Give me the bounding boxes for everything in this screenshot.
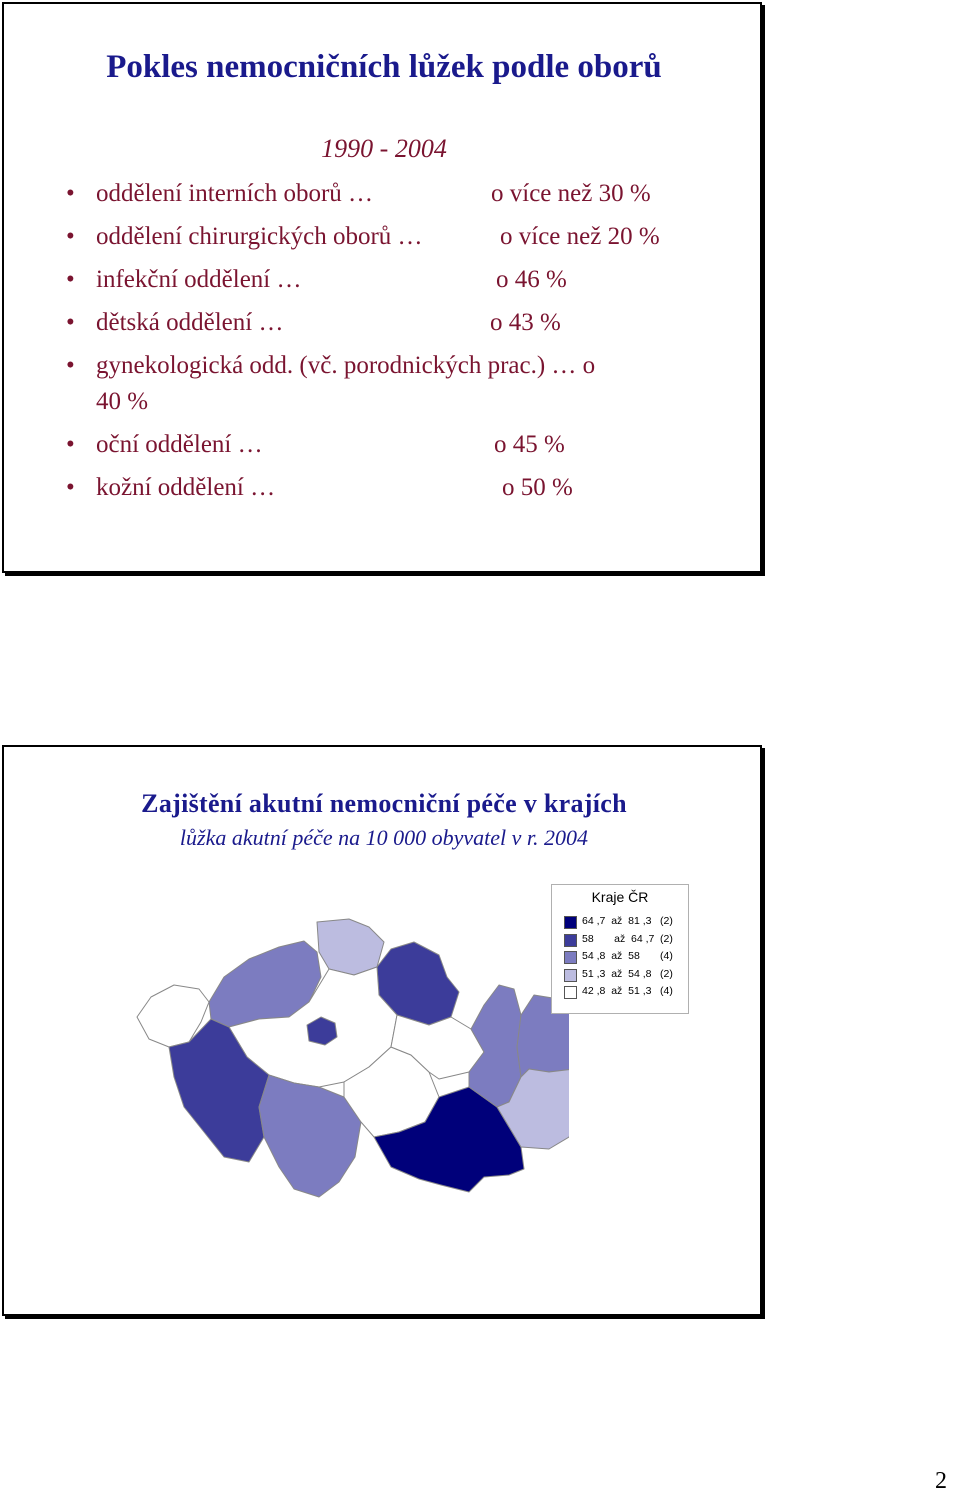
slide-subtitle: 1990 - 2004 — [321, 134, 447, 163]
legend-swatch — [564, 969, 577, 982]
legend-item: 58 až 64 ,7 (2) — [552, 931, 688, 949]
bullet-list — [66, 176, 746, 513]
legend-swatch — [564, 934, 577, 947]
bullet-item: • kožní oddělení … o 50 % — [66, 470, 746, 506]
legend-swatch — [564, 916, 577, 929]
legend-item: 64 ,7 až 81 ,3 (2) — [552, 913, 688, 931]
bullet-item: • gynekologická odd. (vč. porodnických prac.) … o 40 % — [66, 348, 746, 420]
bullet-item: • infekční oddělení … o 46 % — [66, 262, 746, 298]
slide-hospital-beds — [2, 2, 762, 573]
bullet-icon: • — [66, 309, 75, 336]
legend-swatch — [564, 986, 577, 999]
map-legend — [551, 884, 689, 1014]
bullet-icon: • — [66, 180, 75, 207]
legend-title: Kraje ČR — [591, 889, 649, 905]
bullet-item: • oddělení chirurgických oborů … o více než 20 % — [66, 219, 746, 255]
slide-title: Pokles nemocničních lůžek podle oborů — [106, 49, 662, 85]
czech-regions-map — [129, 907, 569, 1207]
legend-item: 51 ,3 až 54 ,8 (2) — [552, 966, 688, 984]
bullet-icon: • — [66, 223, 75, 250]
bullet-item: • oddělení interních oborů … o více než 30 % — [66, 176, 746, 212]
page-number: 2 — [935, 1468, 947, 1494]
legend-item: 54 ,8 až 58 (4) — [552, 948, 688, 966]
bullet-item: • dětská oddělení … o 43 % — [66, 305, 746, 341]
bullet-icon: • — [66, 474, 75, 501]
legend-item: 42 ,8 až 51 ,3 (4) — [552, 983, 688, 1001]
slide-acute-care-map — [2, 745, 762, 1316]
region-liberecky — [317, 919, 384, 975]
slide-title: Zajištění akutní nemocniční péče v krajích — [141, 789, 627, 818]
bullet-icon: • — [66, 431, 75, 458]
bullet-item: • oční oddělení … o 45 % — [66, 427, 746, 463]
slide-subtitle: lůžka akutní péče na 10 000 obyvatel v r. 2004 — [179, 825, 589, 850]
legend-swatch — [564, 951, 577, 964]
bullet-icon: • — [66, 266, 75, 293]
bullet-icon: • — [66, 352, 75, 379]
